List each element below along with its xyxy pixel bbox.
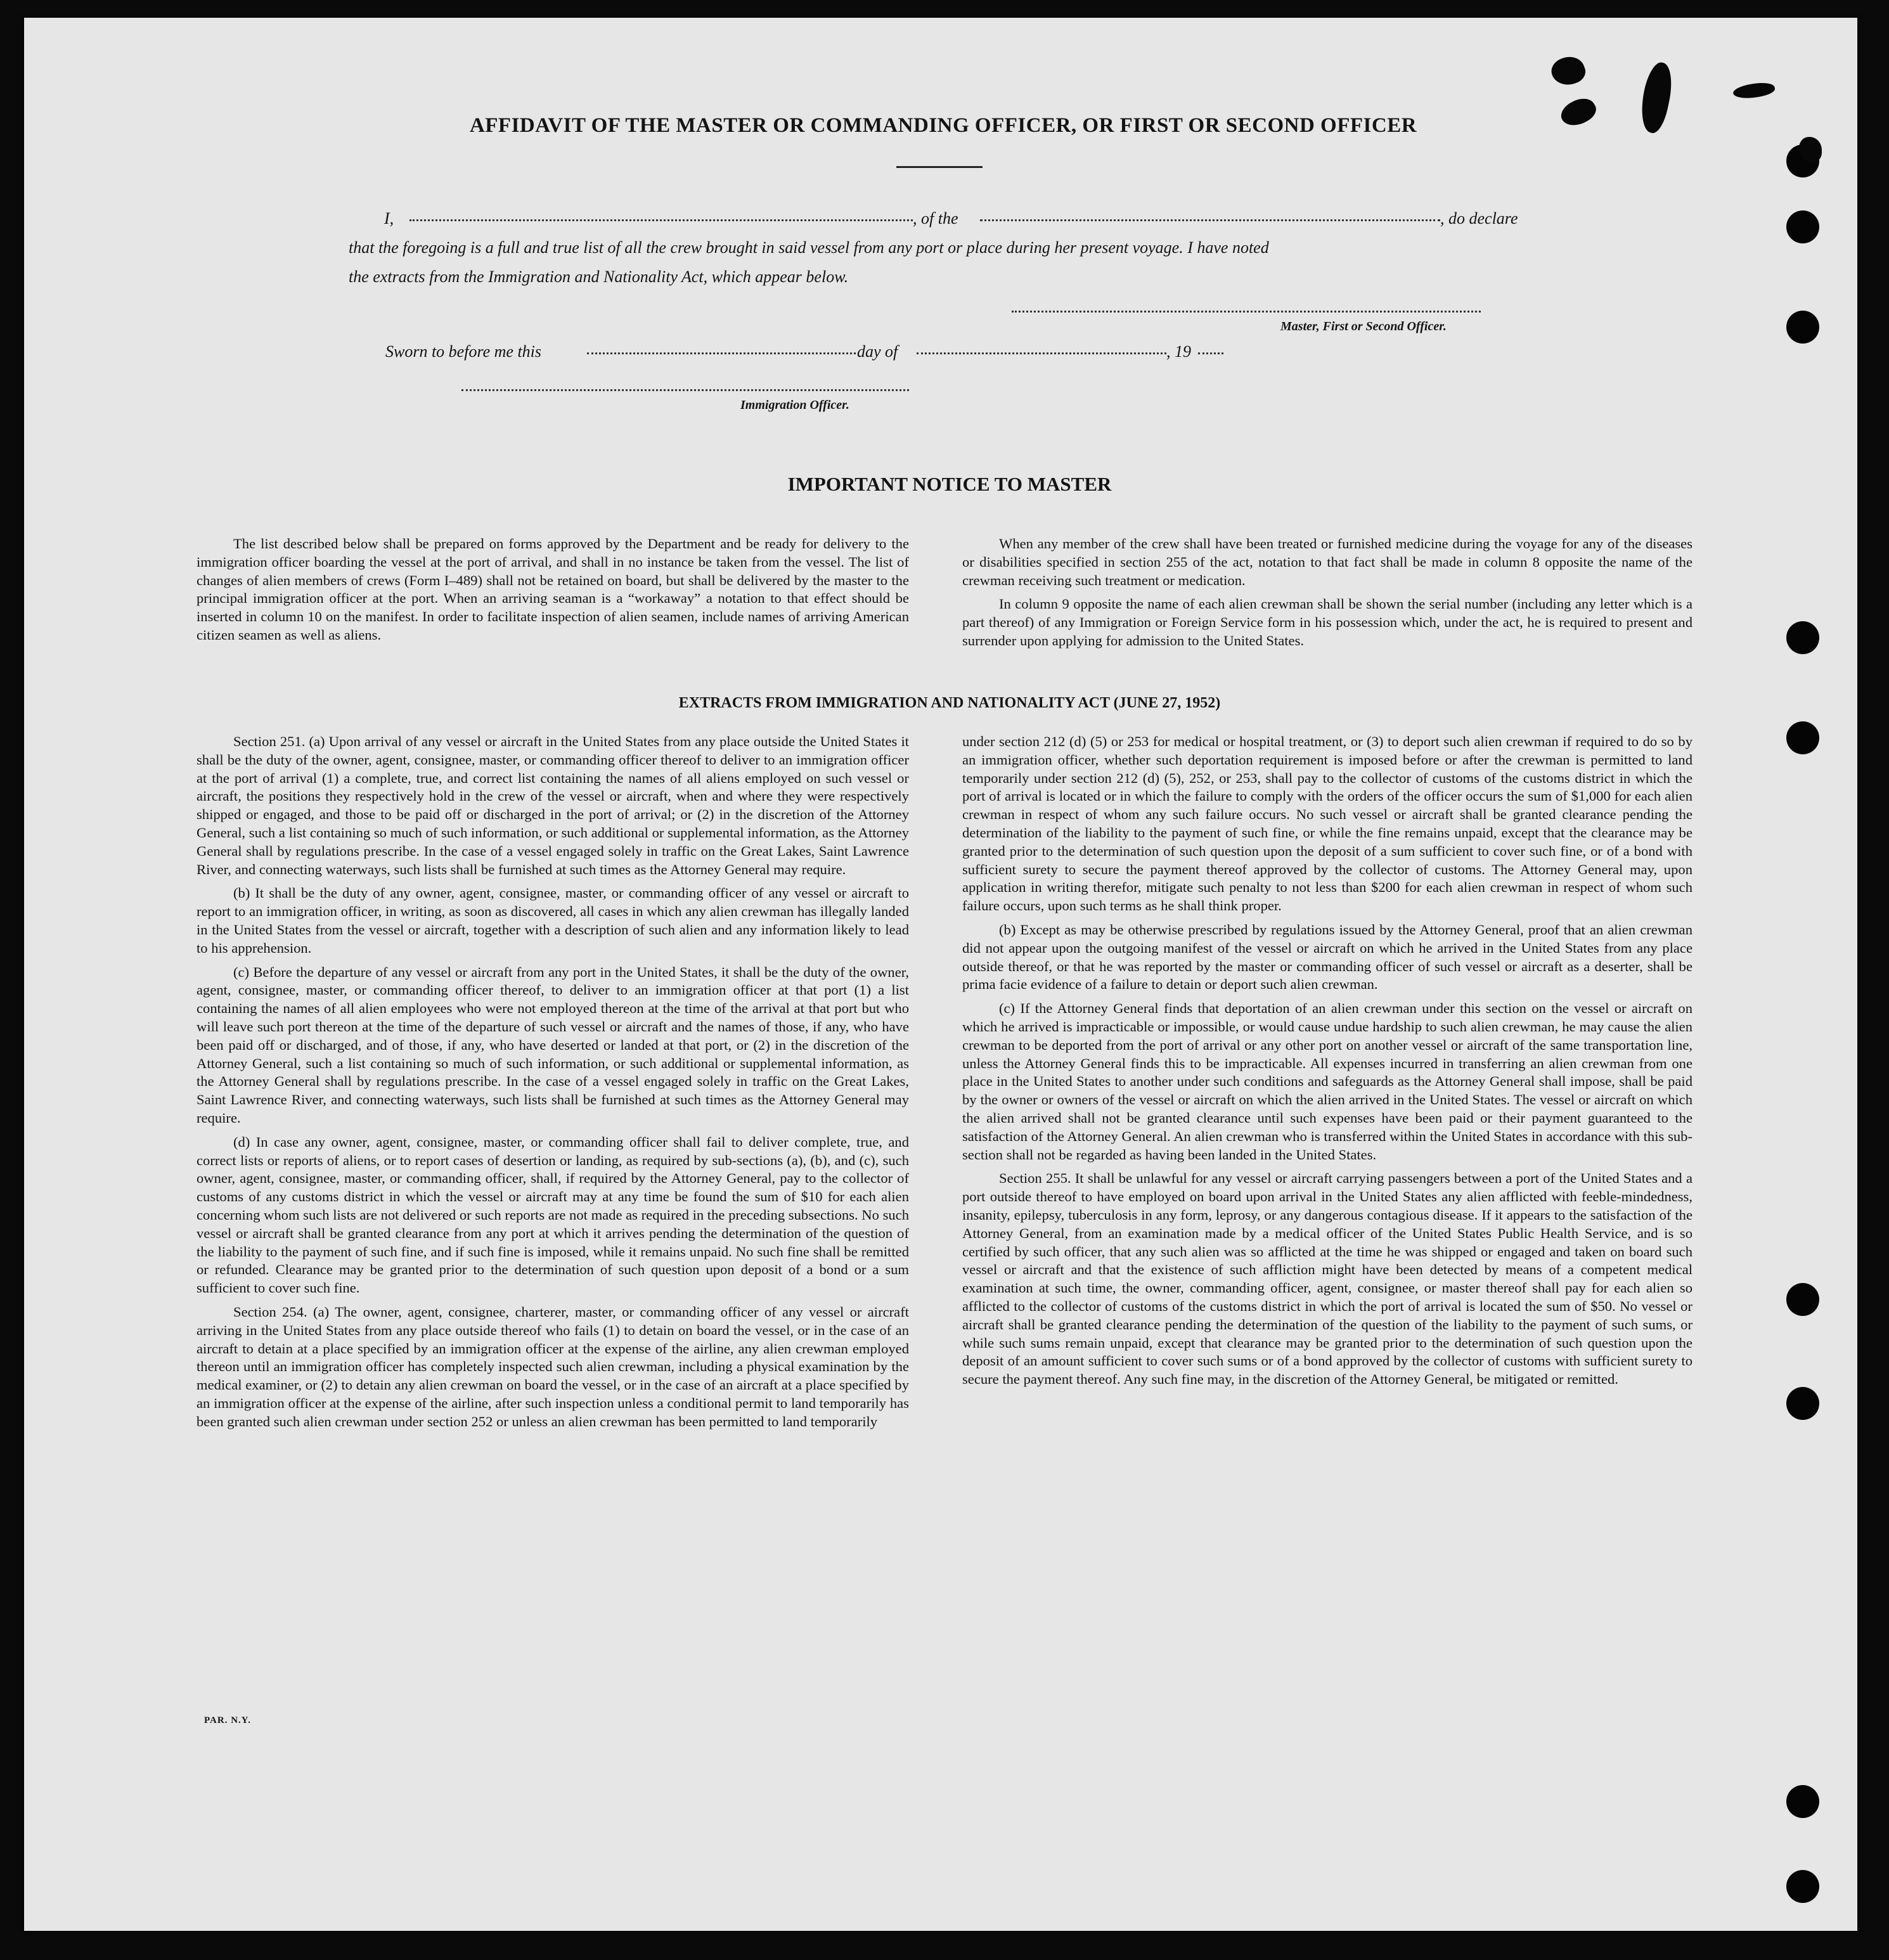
extracts-left-column bbox=[197, 733, 909, 1436]
extracts-heading: EXTRACTS FROM IMMIGRATION AND NATIONALITY ACT (JUNE 27, 1952) bbox=[678, 695, 1221, 711]
notice-heading: IMPORTANT NOTICE TO MASTER bbox=[787, 473, 1112, 495]
declaration-i: I, bbox=[384, 209, 394, 228]
section-251-d: (d) In case any owner, agent, consignee, master, or commanding officer shall fail to deliver complete, true, and correct lists or reports of aliens, or to report cases of desertion or landing, as required by sub-sections (a), (b), and (c), such owner, agent, consignee, master, or commanding officer, shall, if required by the Attorney General, pay to the collector of customs of any customs district in which the vessel or aircraft may at any time be found the sum of $10 for each alien concerning whom such lists are not delivered or such reports are not made as required in the preceding subsections. No such vessel or aircraft shall be granted clearance from any port at which it arrives pending the determination of the question of the liability to the payment of such fine, and if such fine is imposed, while it remains unpaid. No such fine shall be remitted or refunded. Clearance may be granted prior to the determination of such question upon deposit of a bond or a sum sufficient to cover such fine. bbox=[197, 1133, 909, 1296]
sworn-label: Sworn to before me this bbox=[385, 342, 542, 361]
notice-left-column bbox=[197, 535, 909, 650]
month-blank-line[interactable] bbox=[917, 352, 1166, 354]
year-blank-line[interactable] bbox=[1198, 352, 1223, 354]
notice-right-paragraph-1: When any member of the crew shall have been treated or furnished medicine during the voyage for any of the diseases or disabilities specified in section 255 of the act, notation to that fact shall be made in column 8 opposite the name of the crewman receiving such treatment or medication. bbox=[962, 536, 1692, 588]
section-254-a: Section 254. (a) The owner, agent, consignee, charterer, master, or commanding officer of any vessel or aircraft arriving in the United States from any place outside thereof who fails (1) to detain on board the vessel, or in the case of an aircraft to detain at a place specified by an immigration officer at the expense of the airline, any alien crewman employed thereon until an immigration officer has completely inspected such alien crewman, including a physical examination by the medical examiner, or (2) to detain any alien crewman on board the vessel, or in the case of an aircraft at a place specified by an immigration officer at the expense of the airline, after such inspection unless a conditional permit to land temporarily has been granted such alien crewman under section 252 or unless an alien crewman has been permitted to land temporarily bbox=[197, 1303, 909, 1429]
master-signature-line[interactable] bbox=[1012, 311, 1481, 313]
punch-hole bbox=[1786, 311, 1819, 344]
ink-mark bbox=[1636, 60, 1677, 135]
ink-mark bbox=[1732, 80, 1776, 101]
section-255: Section 255. It shall be unlawful for any vessel or aircraft carrying passengers between a port of the United States and a port outside thereof to have employed on board upon arrival in the United States any alien afflicted with feeble-mindedness, insanity, epilepsy, tuberculosis in any form, leprosy, or any dangerous contagious disease. If it appears to the satisfaction of the Attorney General, from an examination made by a medical officer of the United States Public Health Service, and is so certified by such officer, that any such alien was so afflicted at the time he was shipped or engaged and taken on board such vessel or aircraft and that the existence of such affliction might have been detected by means of a competent medical examination at such time, the owner, commanding officer, agent, consignee, or master thereof shall pay for each alien so afflicted to the collector of customs of the customs district in which the port of arrival is located the sum of $50. No vessel or aircraft shall be granted clearance pending the determination of the question of the liability to the payment of such sums, or while such sums remain unpaid, except that clearance may be granted prior to the determination of such question upon the deposit of an amount sufficient to cover such sums or of a bond approved by the collector of customs with sufficient surety to secure the payment thereof. Any such fine may, in the discretion of the Attorney General, be mitigated or remitted. bbox=[962, 1170, 1692, 1388]
ink-mark bbox=[1548, 52, 1589, 89]
declaration-line-2: that the foregoing is a full and true list of all the crew brought in said vessel from any port or place during her present voyage. I have noted bbox=[349, 238, 1269, 257]
day-of-label: day of bbox=[857, 342, 898, 361]
section-251-b: (b) It shall be the duty of any owner, agent, consignee, master, or commanding officer of any vessel or aircraft to report to an immigration officer, in writing, as soon as discovered, all cases in which any alien crewman has illegally landed in the United States from the vessel or aircraft, together with a description of such alien and any information likely to lead to his apprehension. bbox=[197, 885, 909, 956]
notice-right-paragraph-2: In column 9 opposite the name of each alien crewman shall be shown the serial number (including any letter which is a part thereof) of any Immigration or Foreign Service form in his possession which, under the act, he is required to present and surrender upon applying for admission to the United States. bbox=[962, 596, 1692, 648]
section-254-c: (c) If the Attorney General finds that deportation of an alien crewman under this section on the vessel or aircraft on which he arrived is impracticable or impossible, or would cause undue hardship to such alien crewman, he may cause the alien crewman to be deported from the port of arrival or any other port on another vessel or aircraft of the same transportation line, unless the Attorney General finds this to be impracticable. All expenses incurred in transferring an alien crewman from one place in the United States to another under such conditions and safeguards as the Attorney General shall impose, shall be paid by the owner or owners of the vessel or aircraft on which the alien arrived in the United States. The vessel or aircraft on which the alien arrived shall not be granted clearance until such expenses have been paid or their payment guaranteed to the satisfaction of the Attorney General. An alien crewman who is transferred within the United States in accordance with this sub-section shall not be regarded as having been landed in the United States. bbox=[962, 1000, 1692, 1163]
ink-mark bbox=[1557, 93, 1599, 132]
sworn-day-line[interactable] bbox=[587, 352, 856, 354]
punch-hole bbox=[1786, 1870, 1819, 1903]
declaration-line-3: the extracts from the Immigration and Nationality Act, which appear below. bbox=[349, 268, 849, 286]
notice-left-paragraph: The list described below shall be prepared on forms approved by the Department and be ready for delivery to the immigration officer boarding the vessel at the port of arrival, and shall in no instance be taken from the vessel. The list of changes of alien members of crews (Form I–489) shall not be retained on board, but shall be delivered by the master to the principal immigration officer at the port. When an arriving seaman is a “workaway” a notation to that effect should be inserted in column 10 on the manifest. In order to facilitate inspection of alien seamen, include names of arriving American citizen seamen as well as aliens. bbox=[197, 536, 909, 643]
declaration-of-the: , of the bbox=[913, 209, 958, 228]
extracts-right-column bbox=[962, 733, 1692, 1395]
section-251-c: (c) Before the departure of any vessel or aircraft from any port in the United States, it shall be the duty of the owner, agent, consignee, master, or commanding officer thereof, to deliver to an immigration officer at that port (1) a list containing the names of all alien employees who were not employed thereon at the time of the arrival at that port but who will leave such port thereon at the time of the departure of such vessel or aircraft and the names of those, if any, who have been paid off or discharged, and of those, if any, who have deserted or landed at that port, or (2) in the discretion of the Attorney General, such a list containing so much of such information, or such additional or supplemental information, as the Attorney General shall by regulations prescribe. In the case of a vessel engaged solely in traffic on the Great Lakes, Saint Lawrence River, and connecting waterways, such lists shall be furnished at such times as the Attorney General may require. bbox=[197, 964, 909, 1126]
year-prefix: , 19 bbox=[1166, 342, 1191, 361]
affidavit-title: AFFIDAVIT OF THE MASTER OR COMMANDING OFFICER, OR FIRST OR SECOND OFFICER bbox=[469, 114, 1417, 137]
punch-hole bbox=[1786, 1387, 1819, 1420]
punch-hole bbox=[1786, 621, 1819, 654]
punch-hole bbox=[1786, 1283, 1819, 1316]
section-254-a-continued: under section 212 (d) (5) or 253 for medical or hospital treatment, or (3) to deport such alien crewman if required to do so by an immigration officer, whether such deportation requirement is imposed before or after the crewman is permitted to land temporarily under section 212 (d) (5), 252, or 253, shall pay to the collector of customs of the customs district in which the port of arrival is located or in which the failure to comply with the orders of the officer occurs the sum of $1,000 for each alien crewman in respect of whom any such failure occurs. No such vessel or aircraft shall be granted clearance pending the determination of the liability to the payment of such fine, or while the fine remains unpaid, except that the clearance may be granted prior to the determination of such question upon the deposit of a sum sufficient to cover such fine, or of a bond with sufficient surety to secure the payment thereof approved by the collector of customs. The Attorney General may, upon application in writing therefor, mitigate such penalty to not less than $200 for each alien crewman in respect of whom such failure occurs, upon such terms as he shall think proper. bbox=[962, 733, 1692, 914]
declaration-do-declare: , do declare bbox=[1440, 209, 1518, 228]
punch-hole bbox=[1786, 721, 1819, 754]
master-caption: Master, First or Second Officer. bbox=[1280, 319, 1447, 333]
name-blank-line[interactable] bbox=[409, 219, 913, 221]
title-underline bbox=[896, 166, 983, 168]
printer-mark: PAR. N.Y. bbox=[204, 1715, 252, 1725]
section-254-b: (b) Except as may be otherwise prescribed by regulations issued by the Attorney General, proof that an alien crewman did not appear upon the outgoing manifest of the vessel or aircraft on which he arrived in the United States from any place outside thereof, or that he was reported by the master or commanding officer of such vessel or aircraft as a deserter, shall be prima facie evidence of a failure to detain or deport such alien crewman. bbox=[962, 921, 1692, 993]
punch-hole bbox=[1786, 1785, 1819, 1818]
document-page bbox=[24, 18, 1857, 1931]
notice-right-column bbox=[962, 535, 1692, 656]
punch-hole bbox=[1786, 210, 1819, 243]
section-251-a: Section 251. (a) Upon arrival of any vessel or aircraft in the United States from any place outside the United States it shall be the duty of the owner, agent, consignee, master, or commanding officer thereof to deliver to an immigration officer at the port of arrival (1) a complete, true, and correct list containing the names of all aliens employed on such vessel or aircraft, the positions they respectively hold in the crew of the vessel or aircraft, when and where they were respectively shipped or engaged, and those to be paid off or discharged in the port of arrival; or (2) in the discretion of the Attorney General, such a list containing so much of such information, or such additional or supplemental information, as the Attorney General shall by regulations prescribe. In the case of a vessel engaged solely in traffic on the Great Lakes, Saint Lawrence River, and connecting waterways, such lists shall be furnished at such times as the Attorney General may require. bbox=[197, 733, 909, 877]
officer-caption: Immigration Officer. bbox=[740, 398, 849, 412]
vessel-blank-line[interactable] bbox=[980, 219, 1440, 221]
officer-signature-line[interactable] bbox=[461, 389, 909, 391]
